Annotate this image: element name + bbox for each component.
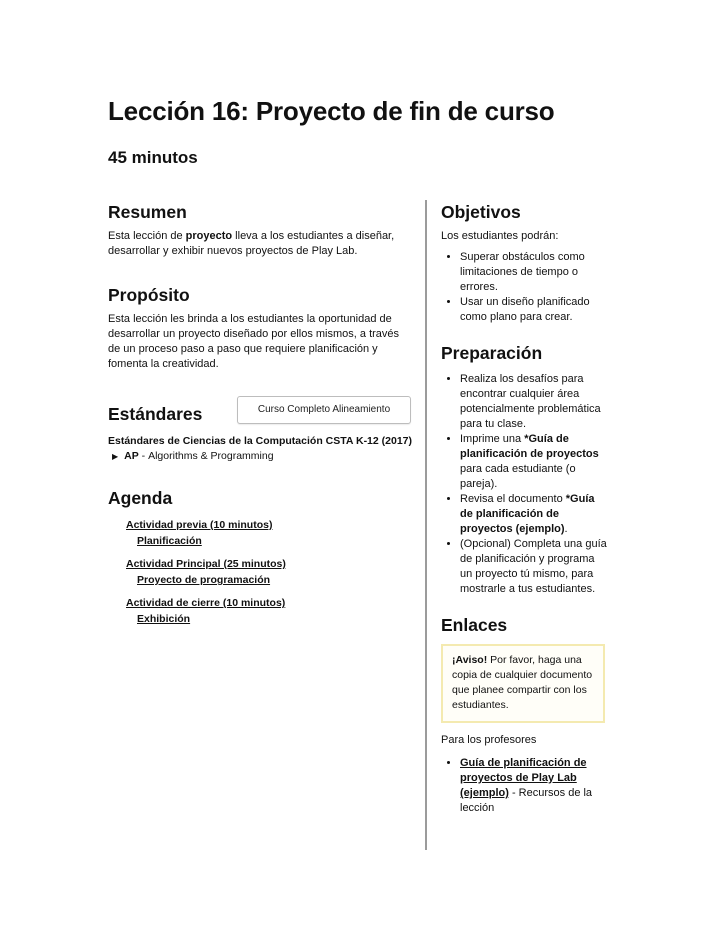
- objectives-section: [441, 202, 609, 325]
- purpose-text: Esta lección les brinda a los estudiantes la oportunidad de desarrollar un proyecto diseñado por ellos mismos, a través de un proceso paso a paso que requiere planificación y fomenta la creatividad.: [108, 313, 400, 370]
- standard-name: Algorithms & Programming: [148, 450, 274, 462]
- standards-header: [108, 396, 413, 426]
- objectives-list: [441, 250, 609, 325]
- standard-item[interactable]: [108, 450, 413, 462]
- summary-text-start: Esta lección de: [108, 230, 186, 242]
- planning-guide-link[interactable]: Guía de planificación de proyectos de Play Lab (ejemplo): [460, 757, 587, 799]
- agenda-subactivity-link[interactable]: Exhibición: [137, 613, 191, 625]
- prep-doc-name: *Guía de planificación de proyectos: [460, 433, 599, 460]
- preparation-section: [441, 343, 609, 597]
- agenda-subactivity-link[interactable]: Proyecto de programación: [137, 574, 271, 586]
- prep-text: Revisa el documento: [460, 493, 566, 505]
- teacher-link-item: [460, 756, 609, 816]
- triangle-right-icon: ▶: [112, 451, 119, 461]
- prep-text: para cada estudiante (o pareja).: [460, 463, 576, 490]
- preparation-item: [460, 432, 609, 492]
- preparation-item: • Realiza los desafíos para encontrar cualquier área potencialmente problemática para tu clase.: [460, 372, 609, 432]
- objectives-heading: Objetivos: [441, 202, 521, 222]
- links-heading: Enlaces: [441, 615, 508, 635]
- agenda-group: [126, 556, 413, 588]
- objectives-intro: Los estudiantes podrán:: [441, 230, 559, 242]
- summary-section: [108, 202, 413, 259]
- column-divider: [425, 200, 427, 850]
- agenda-section: [108, 488, 413, 627]
- preparation-item: • (Opcional) Completa una guía de planificación y programa un proyecto tú mismo, para mostrarle a tus estudiantes.: [460, 537, 609, 597]
- standards-section: [108, 396, 413, 462]
- links-section: [441, 615, 609, 816]
- notice-label: ¡Aviso!: [452, 654, 488, 666]
- right-column: [441, 200, 609, 816]
- standard-separator: -: [138, 450, 149, 462]
- standards-framework: Estándares de Ciencias de la Computación CSTA K-12 (2017): [108, 435, 413, 447]
- agenda-activity-link[interactable]: Actividad previa (10 minutos): [126, 519, 273, 531]
- agenda-group: [126, 595, 413, 627]
- agenda-group: [126, 517, 413, 549]
- page-title: Lección 16: Proyecto de fin de curso: [108, 96, 555, 126]
- objective-item: • Usar un diseño planificado como plano para crear.: [460, 295, 609, 325]
- summary-text-bold: proyecto: [185, 230, 233, 242]
- agenda-subactivity-link[interactable]: Planificación: [137, 535, 202, 547]
- prep-text: .: [564, 523, 568, 535]
- prep-text: Imprime una: [460, 433, 525, 445]
- prep-doc-name: *Guía de planificación de proyectos (ejemplo): [460, 493, 595, 535]
- preparation-list: [441, 372, 609, 597]
- objective-item: • Superar obstáculos como limitaciones de tiempo o errores.: [460, 250, 609, 295]
- full-course-alignment-button[interactable]: Curso Completo Alineamiento: [237, 396, 411, 424]
- preparation-heading: Preparación: [441, 343, 543, 363]
- agenda-activity-link[interactable]: Actividad de cierre (10 minutos): [126, 597, 286, 609]
- purpose-section: [108, 285, 413, 372]
- summary-heading: Resumen: [108, 202, 187, 222]
- agenda-activity-link[interactable]: Actividad Principal (25 minutos): [126, 558, 286, 570]
- left-column: [108, 200, 413, 634]
- summary-text-end: lleva a los estudiantes a diseñar, desarrollar y exhibir nuevos proyectos de Play Lab.: [108, 230, 395, 257]
- standards-heading: Estándares: [108, 404, 203, 424]
- copy-notice-box: [441, 644, 605, 723]
- lesson-duration: 45 minutos: [108, 148, 198, 167]
- teacher-links-list: [441, 756, 609, 816]
- agenda-heading: Agenda: [108, 488, 173, 508]
- notice-text: Por favor, haga una copia de cualquier documento que planee compartir con los estudiantes.: [452, 654, 593, 711]
- summary-text: [108, 229, 413, 259]
- preparation-item: [460, 492, 609, 537]
- link-suffix: - Recursos de la lección: [460, 787, 593, 814]
- agenda-list: [108, 517, 413, 627]
- standard-code: AP: [124, 450, 139, 462]
- purpose-heading: Propósito: [108, 285, 190, 305]
- teachers-label: Para los profesores: [441, 734, 537, 746]
